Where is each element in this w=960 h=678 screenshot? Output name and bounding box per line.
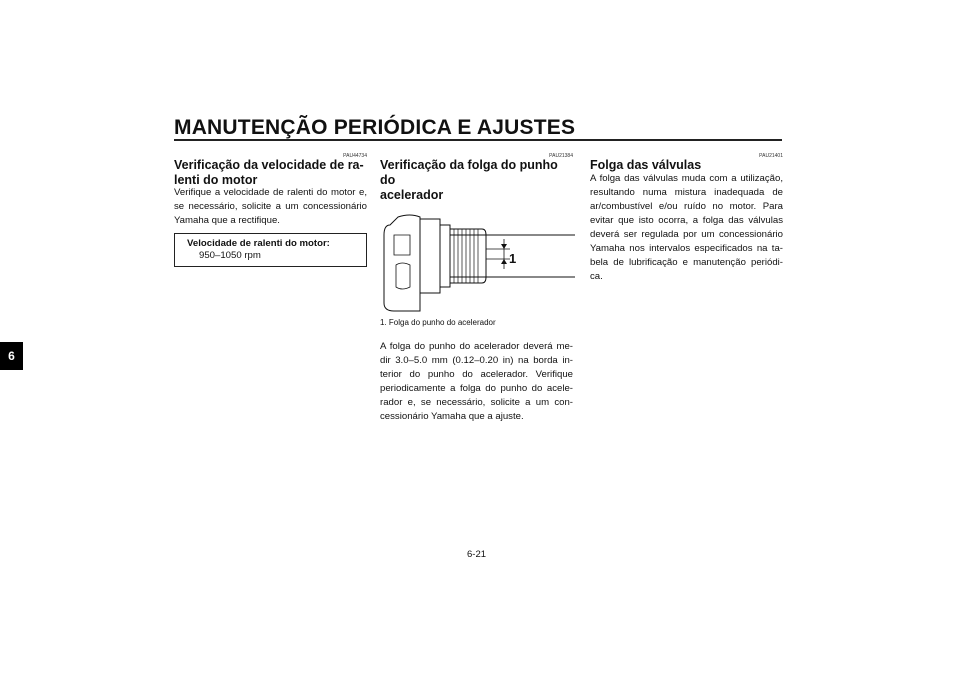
- body-line: A folga do punho do acelerador deverá me-: [380, 341, 573, 352]
- body-line: bela de lubrificação e manutenção periódi-: [590, 257, 783, 268]
- section-code: PAU21384: [549, 153, 573, 159]
- section-heading: [174, 158, 367, 188]
- body-line: A folga das válvulas muda com a utilização,: [590, 173, 783, 184]
- switch-button: [394, 235, 410, 255]
- body-line: rador e, se necessário, solicite a um con-: [380, 397, 573, 408]
- grip-body: [450, 229, 486, 283]
- section-code: PAU21401: [759, 153, 783, 159]
- spec-label: Velocidade de ralenti do motor:: [187, 238, 330, 249]
- throttle-grip-illustration: [380, 195, 575, 317]
- page-number: 6-21: [467, 549, 487, 560]
- body-line: ar/combustível e/ou ruído no motor. Para: [590, 201, 783, 212]
- heading-line: Verificação da velocidade de ra-: [174, 158, 364, 172]
- heading-line: acelerador: [380, 188, 444, 202]
- body-line: ca.: [590, 271, 603, 282]
- section-heading: [590, 158, 783, 173]
- heading-line: Folga das válvulas: [590, 158, 702, 172]
- grip-collar: [440, 225, 450, 287]
- arrow-up-icon: [501, 259, 507, 264]
- heading-line: Verificação da folga do punho do: [380, 158, 558, 187]
- grip-ribs: [454, 229, 478, 283]
- body-line: se necessário, solicite a um concessionário: [174, 201, 367, 212]
- body-line: deverá ser regulada por um concessionário: [590, 229, 783, 240]
- body-line: resultando numa mistura inadequada de: [590, 187, 783, 198]
- body-line: evitar que isto ocorra, a folga das válvulas: [590, 215, 783, 226]
- body-line: cessionário Yamaha que a ajuste.: [380, 411, 524, 422]
- chapter-tab: 6: [0, 342, 23, 370]
- body-line: Yamaha que a rectifique.: [174, 215, 280, 226]
- body-line: Verifique a velocidade de ralenti do motor e,: [174, 187, 367, 198]
- section-body: [590, 172, 783, 284]
- title-rule: [174, 139, 782, 141]
- body-line: Yamaha nos intervalos especificados na ta-: [590, 243, 783, 254]
- section-body: [380, 340, 573, 424]
- section-code: PAU44734: [343, 153, 367, 159]
- switch-button: [396, 263, 410, 289]
- figure-caption: 1. Folga do punho do acelerador: [380, 318, 496, 327]
- spec-box: [174, 233, 367, 267]
- body-line: terior do punho do acelerador. Verifique: [380, 369, 573, 380]
- page-title: MANUTENÇÃO PERIÓDICA E AJUSTES: [174, 116, 576, 139]
- body-line: periodicamente a folga do punho do acele-: [380, 383, 573, 394]
- section-body: [174, 186, 367, 228]
- body-line: dir 3.0–5.0 mm (0.12–0.20 in) na borda in-: [380, 355, 573, 366]
- spec-value: 950–1050 rpm: [199, 250, 261, 261]
- arrow-down-icon: [501, 244, 507, 249]
- grip-flange: [420, 219, 440, 293]
- figure-callout: 1: [509, 251, 517, 266]
- heading-line: lenti do motor: [174, 173, 258, 187]
